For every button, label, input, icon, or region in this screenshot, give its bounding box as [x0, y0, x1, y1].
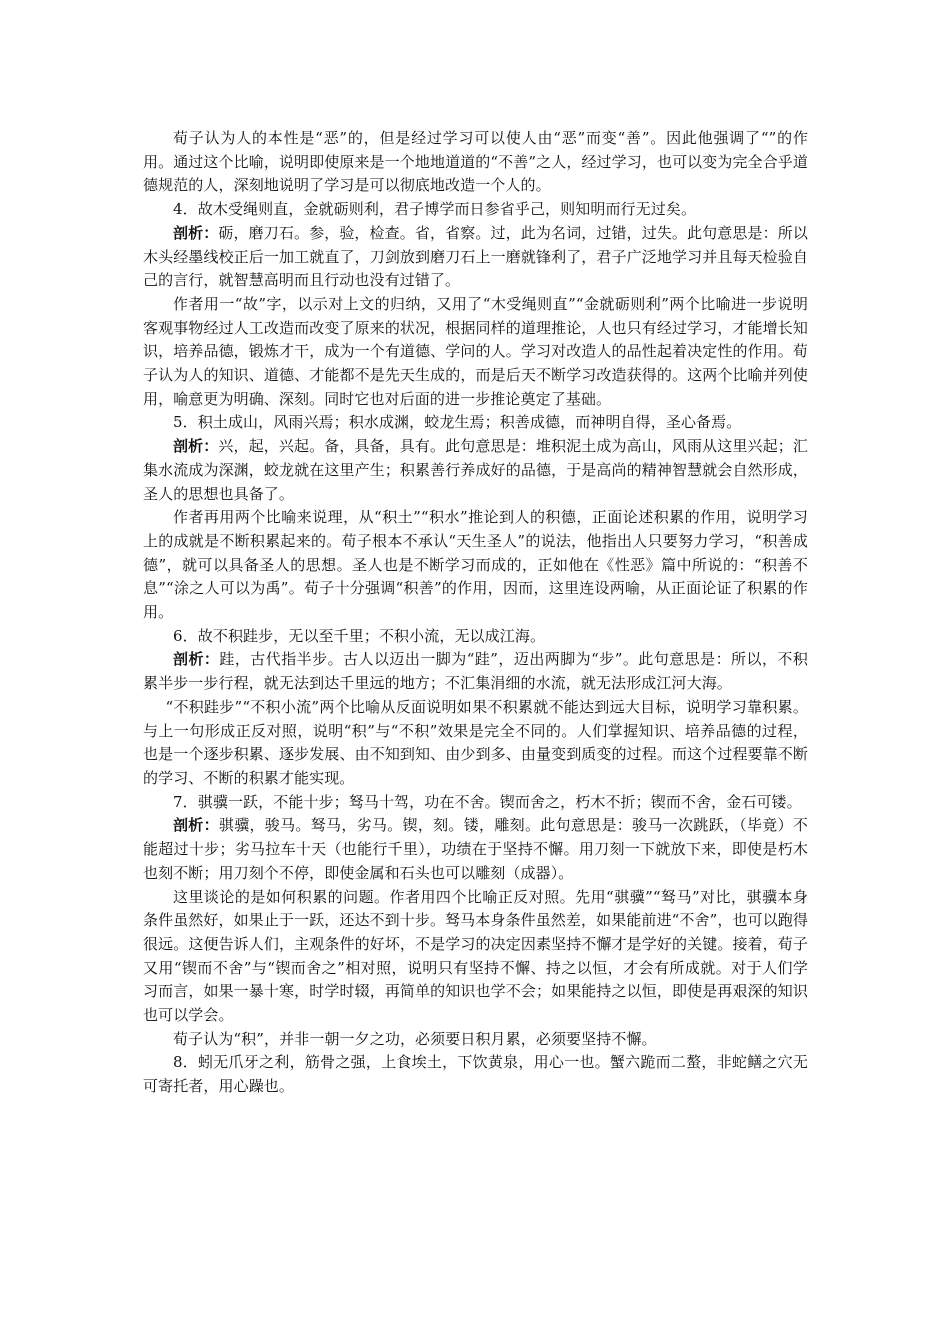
- paragraph-commentary-5: 作者再用两个比喻来说理，从“积土”“积水”推论到人的积德，正面论述积累的作用，说明学习上的成就是不断积累起来的。荀子根本不承认“天生圣人”的说法，他指出人只要努力学习，“积善成德”，就可以具备圣人的思想。圣人也是不断学习而成的，正如他在《性恶》篇中所说的：“积善不息”“涂之人可以为禹”。荀子十分强调“积善”的作用，因而，这里连设两喻，从正面论证了积累的作用。: [143, 508, 808, 622]
- analysis-label: 剖析：: [173, 816, 219, 835]
- paragraph-analysis-5: [143, 435, 808, 506]
- analysis-text: 兴，起，兴起。备，具备，具有。此句意思是：堆积泥土成为高山，风雨从这里兴起；汇集水流成为深渊，蛟龙就在这里产生；积累善行养成好的品德，于是高尚的精神智慧就会自然形成，圣人的思想也具备了。: [143, 437, 808, 503]
- analysis-label: 剖析：: [173, 223, 219, 242]
- paragraph-1: 荀子认为人的本性是“恶”的，但是经过学习可以使人由“恶”而变“善”。因此他强调了“”的作用。通过这个比喻，说明即使原来是一个地地道道的“不善”之人，经过学习，也可以变为完全合乎道德规范的人，深刻地说明了学习是可以彻底地改造一个人的。: [143, 129, 808, 195]
- paragraph-item-6: 6．故不积跬步，无以至千里；不积小流，无以成江海。: [173, 626, 546, 645]
- paragraph-item-8: 8．蚓无爪牙之利，筋骨之强，上食埃土，下饮黄泉，用心一也。蟹六跪而二螯，非蛇鳝之穴无可寄托者，用心躁也。: [143, 1053, 808, 1096]
- analysis-label: 剖析：: [173, 437, 219, 456]
- paragraph-analysis-4: [143, 222, 808, 293]
- paragraph-item-4: 4．故木受绳则直，金就砺则利，君子博学而日参省乎己，则知明而行无过矣。: [173, 200, 697, 219]
- paragraph-item-5: 5．积土成山，风雨兴焉；积水成渊，蛟龙生焉；积善成德，而神明自得，圣心备焉。: [173, 413, 742, 432]
- analysis-text: 砺，磨刀石。参，验，检查。省，省察。过，此为名词，过错，过失。此句意思是：所以木头经墨线校正后一加工就直了，刀剑放到磨刀石上一磨就锋利了，君子广泛地学习并且每天检验自己的言行，就智慧高明而且行动也没有过错了。: [143, 223, 808, 290]
- paragraph-analysis-6: [143, 648, 808, 695]
- paragraph-item-7: 7．骐骥一跃，不能十步；驽马十驾，功在不舍。锲而舍之，朽木不折；锲而不舍，金石可镂。: [173, 792, 802, 811]
- paragraph-summary-7: 荀子认为“积”，并非一朝一夕之功，必须要日积月累，必须要坚持不懈。: [173, 1029, 657, 1048]
- analysis-label: 剖析：: [173, 650, 220, 669]
- analysis-text: 跬，古代指半步。古人以迈出一脚为“跬”，迈出两脚为“步”。此句意思是：所以，不积累半步一步行程，就无法到达千里远的地方；不汇集涓细的水流，就无法形成江河大海。: [143, 650, 808, 693]
- paragraph-analysis-7: [143, 814, 808, 885]
- paragraph-commentary-7: 这里谈论的是如何积累的问题。作者用四个比喻正反对照。先用“骐骥”“驽马”对比，骐骥本身条件虽然好，如果止于一跃，还达不到十步。驽马本身条件虽然差，如果能前进“不舍”，也可以跑得很远。这便告诉人们，主观条件的好坏，不是学习的决定因素坚持不懈才是学好的关键。接着，荀子又用“锲而不舍”与“锲而舍之”相对照，说明只有坚持不懈、持之以恒，才会有所成就。对于人们学习而言，如果一暴十寒，时学时辍，再简单的知识也学不会；如果能持之以恒，即使是再艰深的知识也可以学会。: [143, 887, 808, 1025]
- paragraph-commentary-6: “不积跬步”“不积小流”两个比喻从反面说明如果不积累就不能达到远大目标，说明学习靠积累。与上一句形成正反对照，说明“积”与“不积”效果是完全不同的。人们掌握知识、培养品德的过程，也是一个逐步积累、逐步发展、由不知到知、由少到多、由量变到质变的过程。而这个过程要靠不断的学习、不断的积累才能实现。: [143, 697, 808, 787]
- paragraph-commentary-4: 作者用一“故”字，以示对上文的归纳，又用了“木受绳则直”“金就砺则利”两个比喻进一步说明客观事物经过人工改造而改变了原来的状况，根据同样的道理推论，人也只有经过学习，才能增长知识，培养品德，锻炼才干，成为一个有道德、学问的人。学习对改造人的品性起着决定性的作用。荀子认为人的知识、道德、才能都不是先天生成的，而是后天不断学习改造获得的。这两个比喻并列使用，喻意更为明确、深刻。同时它也对后面的进一步推论奠定了基础。: [143, 294, 808, 408]
- analysis-text: 骐骥，骏马。驽马，劣马。锲，刻。镂，雕刻。此句意思是：骏马一次跳跃，（毕竟）不能超过十步；劣马拉车十天（也能行千里），功绩在于坚持不懈。用刀刻一下就放下来，即使是朽木也刻不断；用刀刻个不停，即使金属和石头也可以雕刻（成器）。: [143, 816, 808, 882]
- document-page: [143, 127, 808, 1099]
